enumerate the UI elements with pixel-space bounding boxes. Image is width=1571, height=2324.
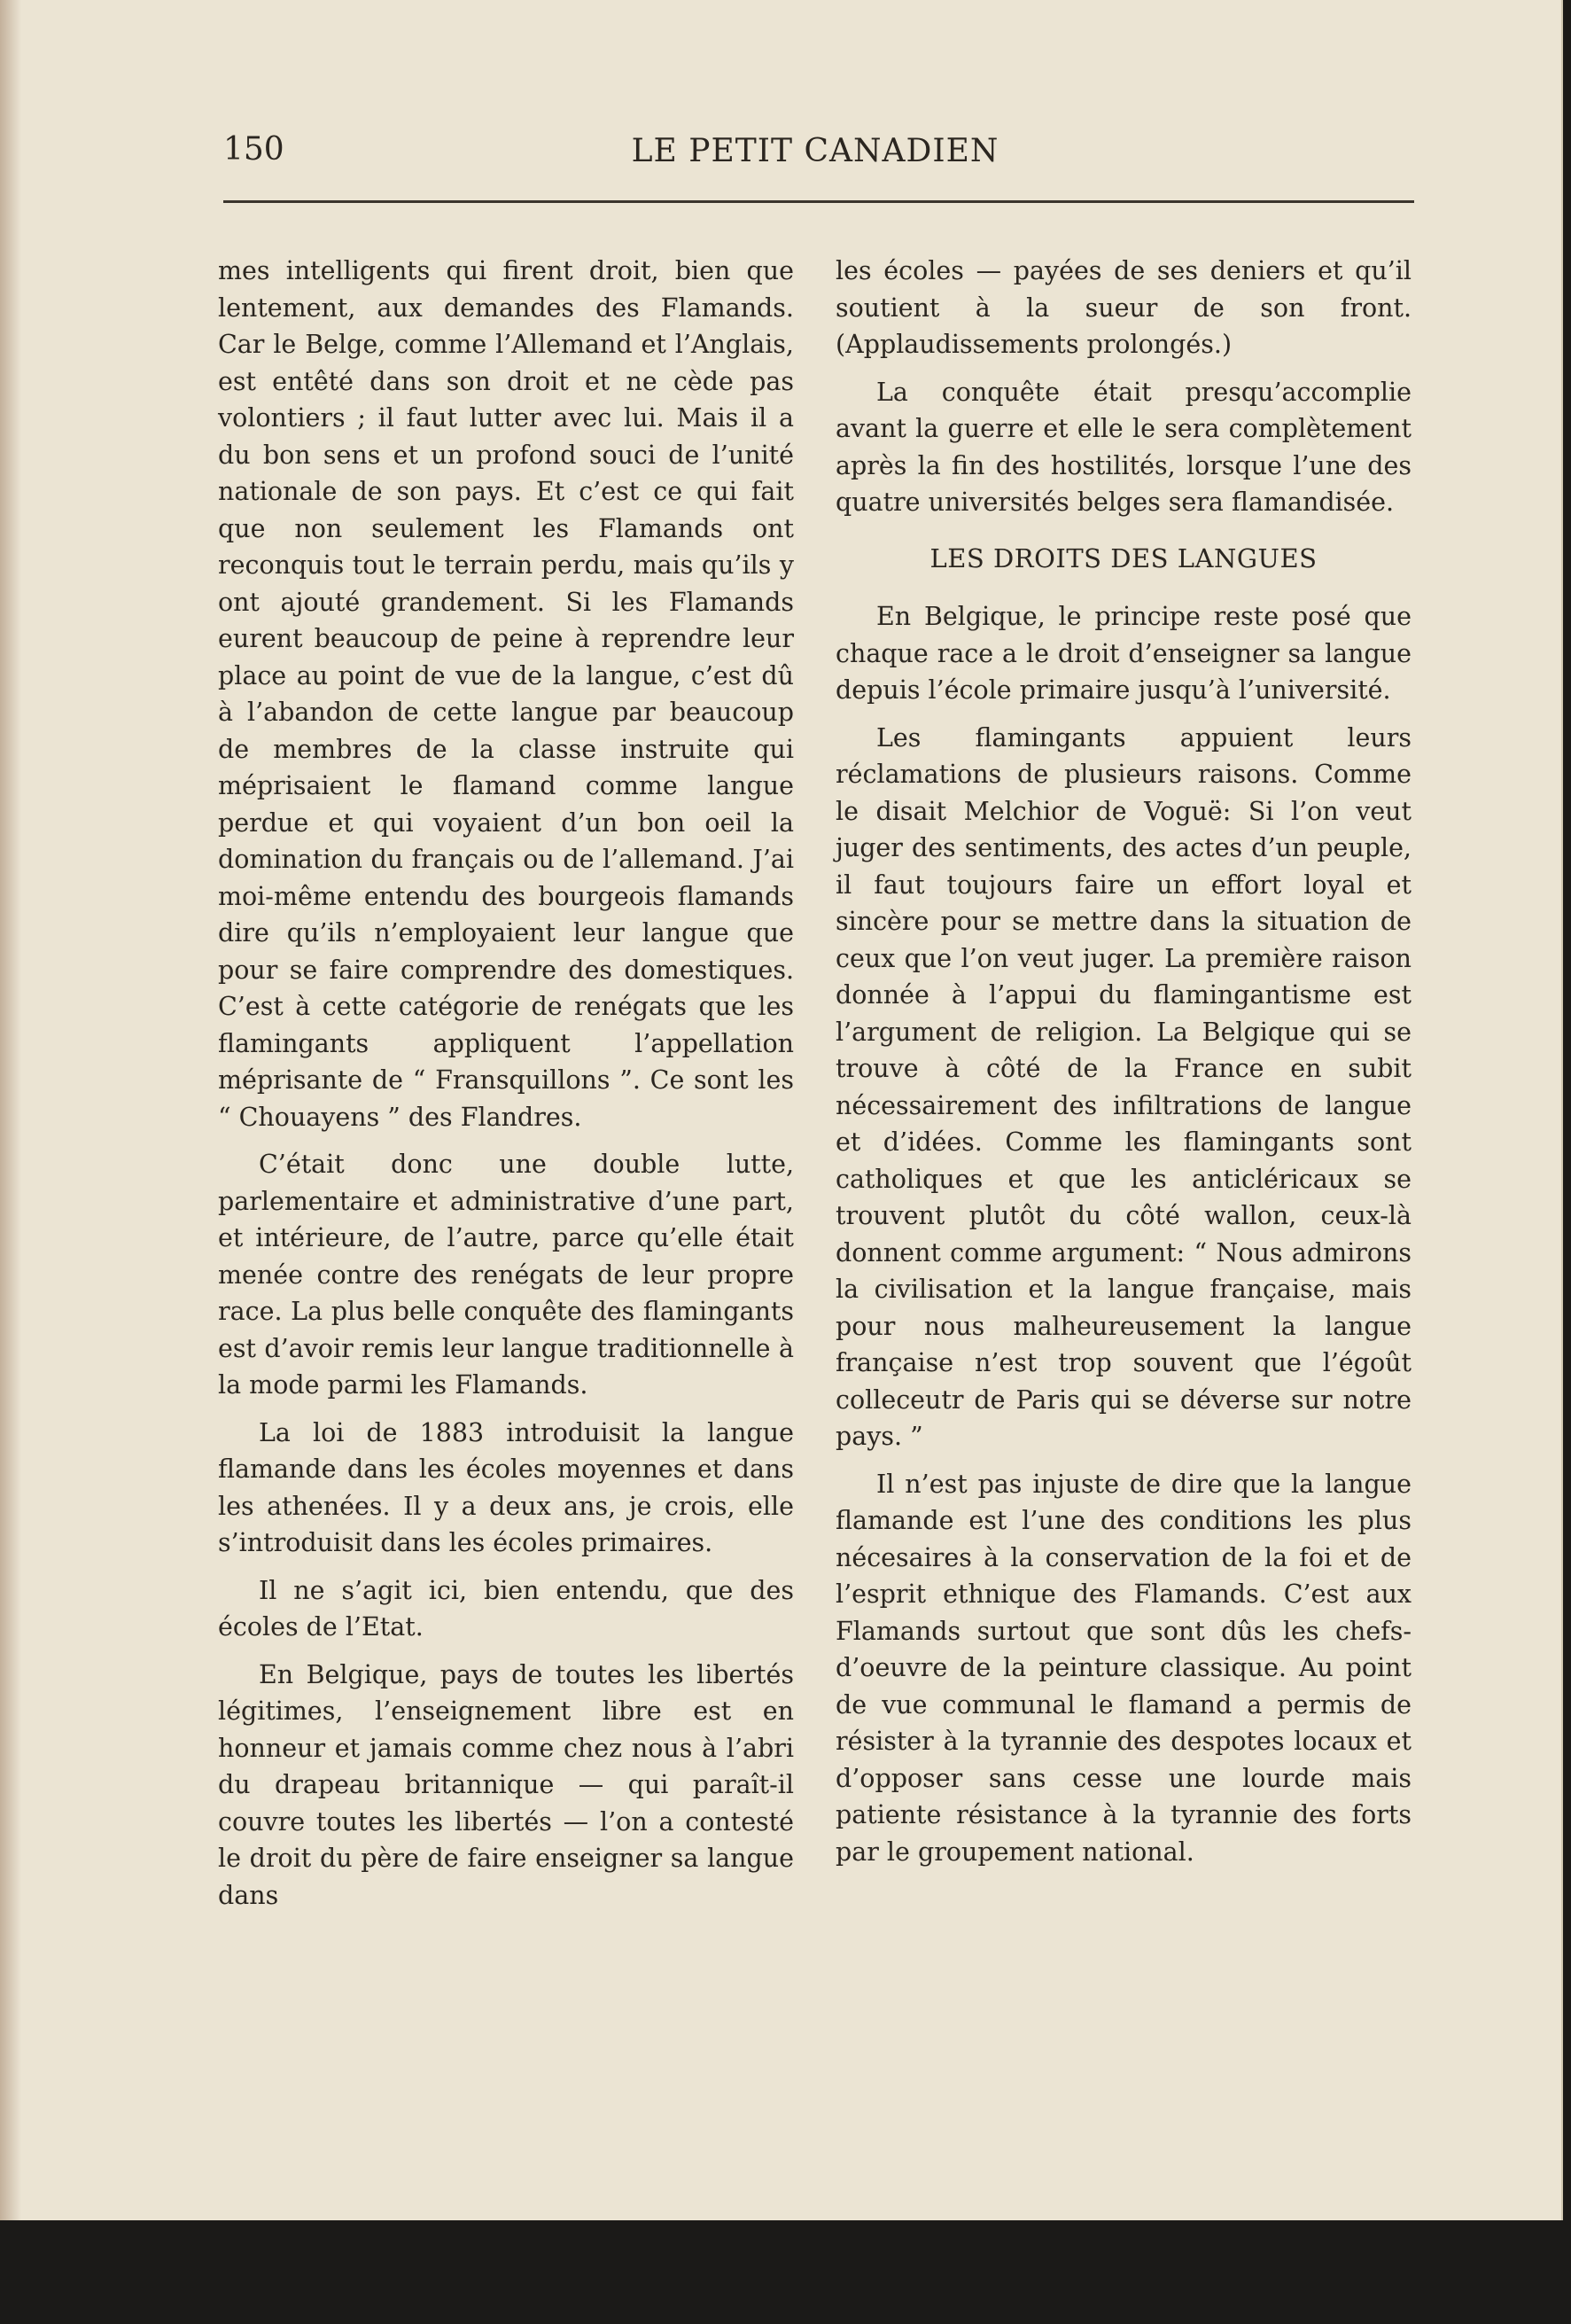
right-paragraph-3: En Belgique, le principe reste posé que chaque race a le droit d’enseigner sa langue depuis l’école primaire jusqu’à l’université. [836, 602, 1412, 705]
left-paragraph-5: En Belgique, pays de toutes les libertés légitimes, l’enseignement libre est en honneur et jamais comme chez nous à l’abri du drapeau britannique — qui paraît-il couvre toutes les libertés — l’on a contesté le droit du père de faire enseigner sa langue dans [218, 1659, 794, 1910]
journal-title: LE PETIT CANADIEN [631, 133, 999, 169]
left-paragraph-4: Il ne s’agit ici, bien entendu, que des écoles de l’Etat. [218, 1575, 794, 1642]
right-paragraph-1: les écoles — payées de ses deniers et qu’il soutient à la sueur de son front. (Applaudissements prolongés.) [836, 256, 1412, 359]
left-column [218, 253, 794, 1924]
page-gutter-shadow [0, 0, 21, 2220]
section-heading: LES DROITS DES LANGUES [929, 542, 1318, 573]
left-paragraph-2: C’était donc une double lutte, parlementaire et administrative d’une part, et intérieure, de l’autre, parce qu’elle était menée contre des renégats de leur propre race. La plus belle conquête des flamingants est d’avoir remis leur langue traditionnelle à la mode parmi les Flamands. [218, 1150, 794, 1400]
running-head [213, 131, 1418, 193]
left-paragraph-3: La loi de 1883 introduisit la langue flamande dans les écoles moyennes et dans les athenées. Il y a deux ans, je crois, elle s’introduisit dans les écoles primaires. [218, 1417, 794, 1557]
right-paragraph-5: Il n’est pas injuste de dire que la langue flamande est l’une des conditions les plus nécesaires à la conservation de la foi et de l’esprit ethnique des Flamands. C’est aux Flamands surtout que sont dûs les chefs-d’oeuvre de la peinture classique. Au point de vue communal le flamand a permis de résister à la tyrannie des despotes locaux et d’opposer sans cesse une lourde mais patiente résistance à la tyrannie des forts par le groupement national. [836, 1469, 1412, 1867]
right-column [836, 253, 1412, 1881]
right-paragraph-2: La conquête était presqu’accomplie avant la guerre et elle le sera complètement après la fin des hostilités, lorsque l’une des quatre universités belges sera flamandisée. [836, 377, 1412, 517]
page-number: 150 [223, 131, 284, 168]
header-rule [223, 200, 1414, 203]
left-paragraph-1: mes intelligents qui firent droit, bien que lentement, aux demandes des Flamands. Car le Belge, comme l’Allemand et l’Anglais, est entêté dans son droit et ne cède pas volontiers ; il faut lutter avec lui. Mais il a du bon sens et un profond souci de l’unité nationale de son pays. Et c’est ce qui fait que non seulement les Flamands ont reconquis tout le terrain perdu, mais qu’ils y ont ajouté grandement. Si les Flamands eurent beaucoup de peine à reprendre leur place au point de vue de la langue, c’est dû à l’abandon de cette langue par beaucoup de membres de la classe instruite qui méprisaient le flamand comme langue perdue et qui voyaient d’un bon oeil la domination du français ou de l’allemand. J’ai moi-même entendu des bourgeois flamands dire qu’ils n’employaient leur langue que pour se faire comprendre des domestiques. C’est à cette catégorie de renégats que les flamingants appliquent l’appellation méprisante de “ Fransquillons ”. Ce sont les “ Chouayens ” des Flandres. [218, 256, 794, 1132]
right-paragraph-4: Les flamingants appuient leurs réclamations de plusieurs raisons. Comme le disait Melchior de Voguë: Si l’on veut juger des sentiments, des actes d’un peuple, il faut toujours faire un effort loyal et sincère pour se mettre dans la situation de ceux que l’on veut juger. La première raison donnée à l’appui du flamingantisme est l’argument de religion. La Belgique qui se trouve à côté de la France en subit nécessairement des infiltrations de langue et d’idées. Comme les flamingants sont catholiques et que les anticléricaux se trouvent plutôt du côté wallon, ceux-là donnent comme argument: “ Nous admirons la civilisation et la langue française, mais pour nous malheureusement la langue française n’est trop souvent que l’égoût colleceutr de Paris qui se déverse sur notre pays. ” [836, 722, 1412, 1451]
